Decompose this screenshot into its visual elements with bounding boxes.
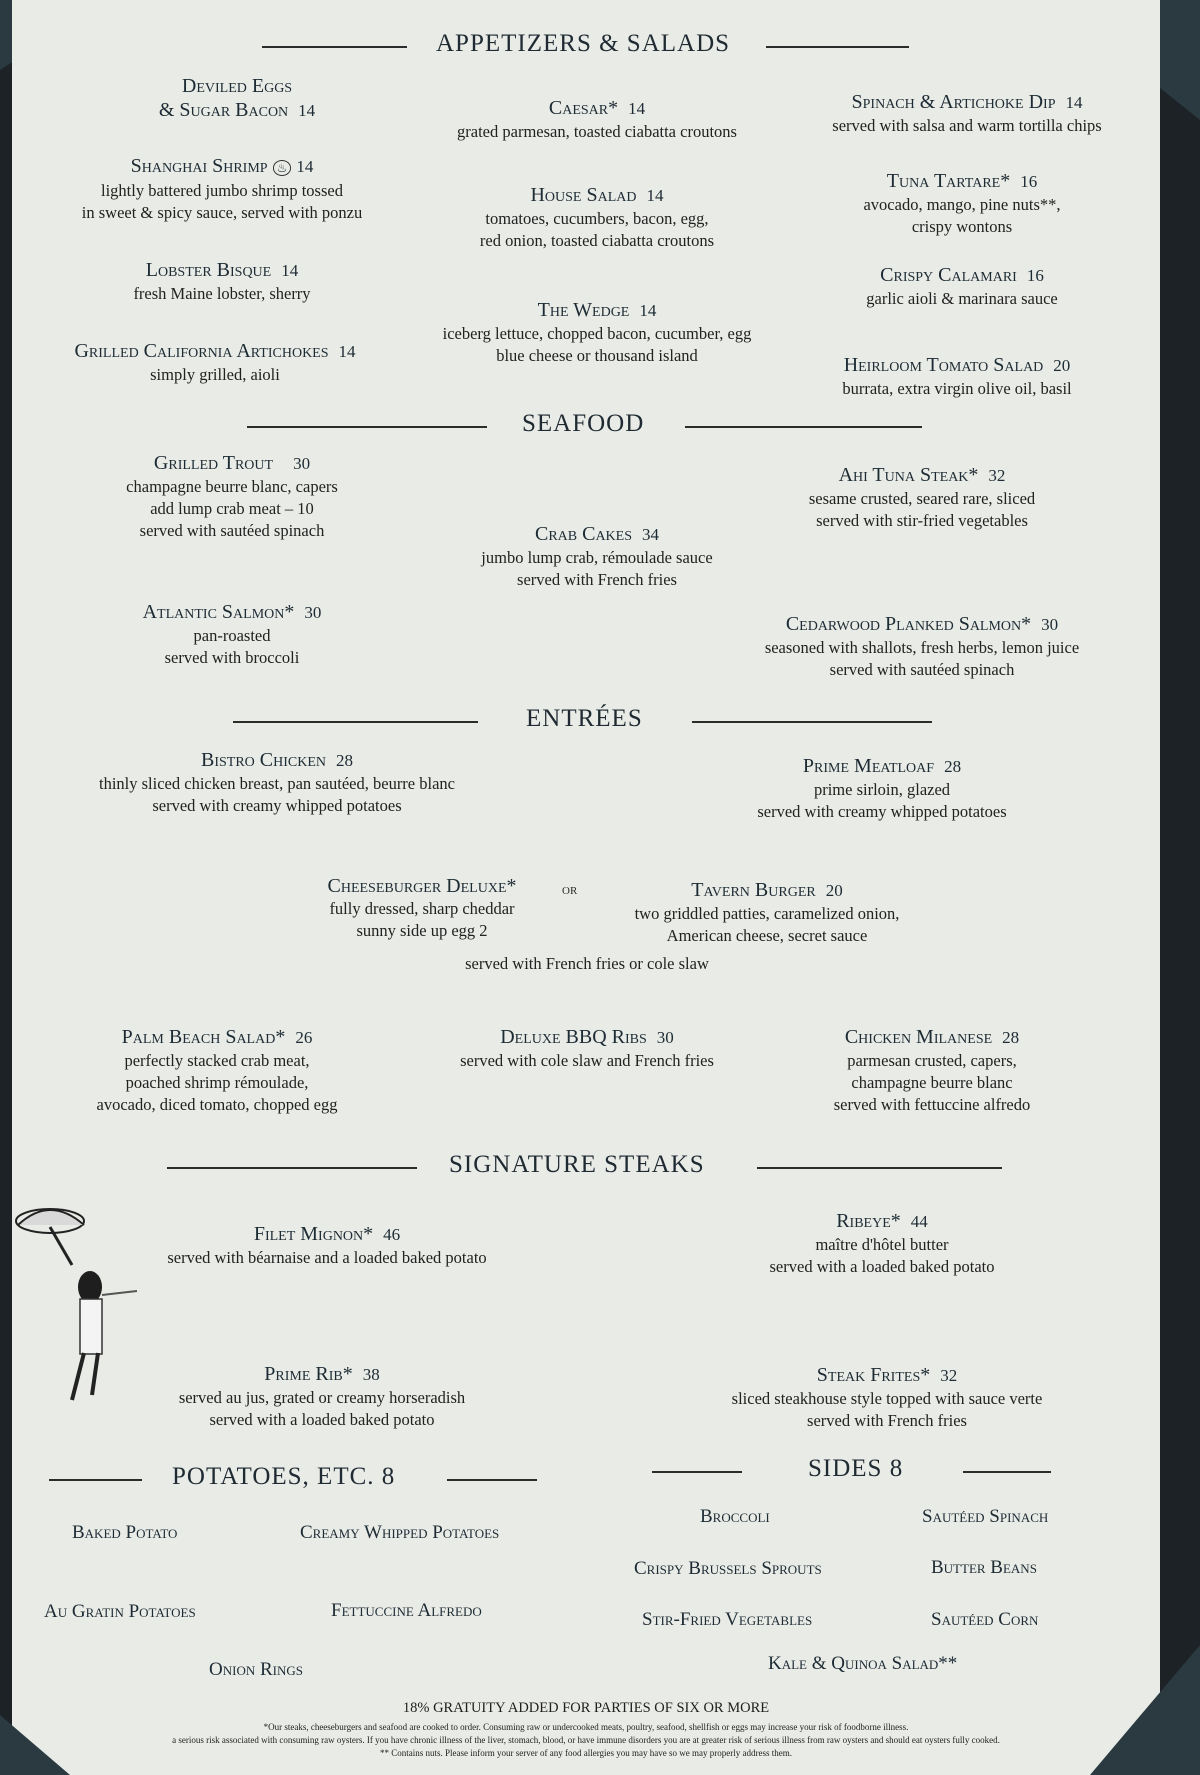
divider — [963, 1471, 1051, 1473]
item-price: 30 — [1041, 615, 1059, 634]
item-description: parmesan crusted, capers, — [847, 1051, 1017, 1070]
menu-item-caesar — [417, 96, 777, 143]
item-name: Deviled Eggs — [181, 75, 293, 97]
item-description: served with French fries — [517, 570, 677, 589]
item-name: Caesar* — [548, 97, 619, 119]
item-name: Ahi Tuna Steak* — [838, 464, 979, 486]
item-price: 28 — [336, 751, 353, 770]
item-description: champagne beurre blanc — [851, 1073, 1013, 1092]
item-description: champagne beurre blanc, capers — [126, 477, 338, 496]
item-description: poached shrimp rémoulade, — [125, 1073, 309, 1092]
item-name: Prime Rib* — [264, 1363, 353, 1385]
item-name-line2: & Sugar Bacon — [158, 99, 289, 121]
item-description: American cheese, secret sauce — [666, 926, 868, 945]
menu-item-grilled-artichokes — [40, 339, 390, 386]
section-title: SEAFOOD — [522, 410, 645, 437]
menu-item-palm-beach-salad — [57, 1025, 377, 1116]
item-description: sesame crusted, seared rare, sliced — [808, 489, 1036, 508]
item-description: served with sautéed spinach — [829, 660, 1015, 679]
appetizers-header — [12, 30, 1160, 64]
item-name: The Wedge — [537, 299, 630, 321]
menu-item-crab-cakes — [432, 522, 762, 591]
divider — [652, 1471, 742, 1473]
item-name: Atlantic Salmon* — [142, 601, 295, 623]
divider — [685, 426, 922, 428]
item-description: maître d'hôtel butter — [815, 1235, 949, 1254]
sides-header — [12, 1455, 1160, 1489]
consumer-advisory-1: *Our steaks, cheeseburgers and seafood are cooked to order. Consuming raw or undercooked meats, poultry, seafood, shellfish or eggs may increase your risk of foodborne illness. — [263, 1722, 909, 1732]
item-description: burrata, extra virgin olive oil, basil — [842, 379, 1072, 398]
item-description: served with fettuccine alfredo — [833, 1095, 1031, 1114]
item-name: Filet Mignon* — [253, 1223, 374, 1245]
entrees-header — [12, 705, 1160, 739]
item-description: red onion, toasted ciabatta croutons — [479, 231, 715, 250]
menu-item-atlantic-salmon — [112, 600, 352, 669]
item-price: 14 — [338, 342, 356, 361]
menu-item-cheeseburger-deluxe — [287, 874, 557, 942]
item-price: 44 — [910, 1212, 928, 1231]
menu-item-tuna-tartare — [812, 169, 1112, 238]
item-description: served with broccoli — [164, 648, 300, 667]
divider — [233, 721, 478, 723]
item-price: 14 — [296, 157, 314, 176]
item-price: 32 — [940, 1366, 958, 1385]
item-name: Spinach & Artichoke Dip — [851, 91, 1056, 113]
side-item-baked-potato: Baked Potato — [72, 1522, 178, 1543]
item-description: blue cheese or thousand island — [496, 346, 698, 365]
item-description: thinly sliced chicken breast, pan sautéed, beurre blanc — [99, 774, 455, 793]
item-price: 16 — [1020, 172, 1038, 191]
divider — [757, 1167, 1002, 1169]
section-title: SIGNATURE STEAKS — [449, 1151, 705, 1178]
item-price: 28 — [944, 757, 962, 776]
item-description: garlic aioli & marinara sauce — [866, 289, 1058, 308]
side-item-fettuccine-alfredo: Fettuccine Alfredo — [331, 1600, 482, 1621]
side-item-onion-rings: Onion Rings — [209, 1659, 303, 1680]
item-description: jumbo lump crab, rémoulade sauce — [481, 548, 713, 567]
item-name: Palm Beach Salad* — [121, 1026, 286, 1048]
item-price: 30 — [304, 603, 322, 622]
item-description: sliced steakhouse style topped with sauce verte — [731, 1389, 1043, 1408]
menu-item-ribeye — [732, 1209, 1032, 1278]
side-item-creamy-whipped-potatoes: Creamy Whipped Potatoes — [300, 1522, 500, 1543]
side-item-au-gratin-potatoes: Au Gratin Potatoes — [44, 1601, 196, 1622]
item-price: 30 — [656, 1028, 674, 1047]
item-name: House Salad — [530, 184, 637, 206]
side-item-stir-fried-vegetables: Stir-Fried Vegetables — [642, 1609, 813, 1630]
item-description: lightly battered jumbo shrimp tossed — [101, 181, 343, 200]
consumer-advisory-2: a serious risk associated with consuming raw oysters. If you have chronic illness of the liver, stomach, blood, or have immune disorders you are at greater risk of serious illness from raw oysters and should eat oysters fully cooked. — [172, 1735, 1000, 1745]
or-separator: or — [562, 881, 578, 898]
allergy-notice: ** Contains nuts. Please inform your server of any food allergies you may have so we may properly address them. — [380, 1748, 792, 1758]
item-description: served with creamy whipped potatoes — [152, 796, 402, 815]
menu-item-prime-meatloaf — [732, 754, 1032, 823]
menu-item-the-wedge — [402, 298, 792, 367]
item-price: 14 — [639, 301, 657, 320]
item-name: Deluxe BBQ Ribs — [500, 1026, 647, 1048]
item-name: Tavern Burger — [691, 879, 816, 901]
item-name: Ribeye* — [836, 1210, 901, 1232]
menu-item-deviled-eggs — [117, 74, 357, 123]
item-price: 26 — [295, 1028, 313, 1047]
seafood-header — [12, 410, 1160, 444]
item-description: in sweet & spicy sauce, served with ponzu — [81, 203, 363, 222]
item-price: 14 — [628, 99, 646, 118]
item-description: served with a loaded baked potato — [209, 1410, 435, 1429]
item-description: seasoned with shallots, fresh herbs, lemon juice — [764, 638, 1080, 657]
item-description: prime sirloin, glazed — [813, 780, 951, 799]
item-name: Steak Frites* — [816, 1364, 931, 1386]
burger-side-note — [402, 953, 772, 975]
item-description: served with a loaded baked potato — [769, 1257, 995, 1276]
item-description: pan-roasted — [193, 626, 271, 645]
item-name: Grilled California Artichokes — [74, 340, 329, 362]
item-price: 34 — [642, 525, 660, 544]
item-name: Crab Cakes — [534, 523, 633, 545]
spicy-icon: ♨ — [273, 160, 292, 176]
item-description: avocado, mango, pine nuts**, — [863, 195, 1061, 214]
menu-item-shanghai-shrimp — [62, 154, 382, 224]
item-description: served with French fries — [807, 1411, 967, 1430]
item-price: 32 — [988, 466, 1006, 485]
item-description: perfectly stacked crab meat, — [124, 1051, 310, 1070]
menu-page — [12, 0, 1160, 1775]
menu-item-tavern-burger — [602, 878, 932, 947]
steaks-header — [12, 1151, 1160, 1185]
divider — [766, 46, 909, 48]
item-description: served au jus, grated or creamy horseradish — [178, 1388, 466, 1407]
item-name: Heirloom Tomato Salad — [843, 354, 1044, 376]
divider — [262, 46, 407, 48]
side-item-kale-quinoa-salad: Kale & Quinoa Salad** — [768, 1653, 958, 1674]
item-name: Cheeseburger Deluxe* — [327, 875, 517, 897]
item-description: served with cole slaw and French fries — [460, 1051, 714, 1070]
item-name: Bistro Chicken — [200, 749, 326, 771]
gratuity-notice: 18% GRATUITY ADDED FOR PARTIES OF SIX OR MORE — [402, 1700, 770, 1716]
item-description: add lump crab meat – 10 — [150, 499, 314, 518]
item-description: served with stir-fried vegetables — [816, 511, 1028, 530]
menu-item-bbq-ribs — [422, 1025, 752, 1072]
section-title: POTATOES, ETC. 8 — [172, 1463, 396, 1490]
item-name: Prime Meatloaf — [802, 755, 935, 777]
item-description: served with béarnaise and a loaded baked potato — [167, 1248, 487, 1267]
side-item-butter-beans: Butter Beans — [931, 1557, 1037, 1578]
item-price: 16 — [1026, 266, 1044, 285]
menu-item-cedarwood-salmon — [732, 612, 1112, 681]
section-title: SIDES 8 — [808, 1455, 904, 1482]
menu-item-bistro-chicken — [57, 748, 497, 817]
item-price: 28 — [1002, 1028, 1020, 1047]
menu-item-crispy-calamari — [822, 263, 1102, 310]
menu-item-grilled-trout — [92, 451, 372, 542]
item-description: tomatoes, cucumbers, bacon, egg, — [485, 209, 709, 228]
item-name: Grilled Trout — [153, 452, 274, 474]
item-name: Tuna Tartare* — [886, 170, 1011, 192]
item-price: 38 — [362, 1365, 380, 1384]
menu-item-ahi-tuna — [772, 463, 1072, 532]
item-description: served with French fries or cole slaw — [465, 954, 709, 973]
menu-item-prime-rib — [137, 1362, 507, 1431]
item-description: iceberg lettuce, chopped bacon, cucumber, egg — [442, 324, 752, 343]
item-price: 30 — [293, 454, 311, 473]
side-item-brussels-sprouts: Crispy Brussels Sprouts — [634, 1558, 822, 1579]
item-price: 14 — [646, 186, 664, 205]
item-description: two griddled patties, caramelized onion, — [634, 904, 900, 923]
side-item-sauteed-corn: Sautéed Corn — [931, 1609, 1039, 1630]
item-description: sunny side up egg 2 — [356, 921, 488, 940]
item-price: 46 — [383, 1225, 401, 1244]
item-price: 14 — [298, 101, 316, 120]
divider — [247, 426, 487, 428]
item-name: Chicken Milanese — [844, 1026, 993, 1048]
item-description: simply grilled, aioli — [150, 365, 280, 384]
item-description: crispy wontons — [911, 217, 1013, 236]
menu-item-house-salad — [432, 183, 762, 252]
side-item-sauteed-spinach: Sautéed Spinach — [922, 1506, 1049, 1527]
side-item-broccoli: Broccoli — [700, 1506, 770, 1527]
item-description: grated parmesan, toasted ciabatta croutons — [457, 122, 737, 141]
item-description: served with creamy whipped potatoes — [757, 802, 1007, 821]
item-name: Shanghai Shrimp — [130, 155, 268, 177]
menu-item-heirloom-tomato — [812, 353, 1102, 400]
item-description: served with sautéed spinach — [139, 521, 325, 540]
item-description: avocado, diced tomato, chopped egg — [96, 1095, 338, 1114]
item-price: 14 — [1065, 93, 1083, 112]
menu-item-steak-frites — [702, 1363, 1072, 1432]
menu-item-spinach-dip — [802, 90, 1132, 137]
menu-item-lobster-bisque — [92, 258, 352, 305]
divider — [692, 721, 932, 723]
item-description: served with salsa and warm tortilla chips — [832, 116, 1102, 135]
item-name: Cedarwood Planked Salmon* — [785, 613, 1032, 635]
divider — [167, 1167, 417, 1169]
section-title: APPETIZERS & SALADS — [436, 30, 731, 57]
item-description: fresh Maine lobster, sherry — [133, 284, 311, 303]
menu-item-filet-mignon — [127, 1222, 527, 1269]
item-name: Crispy Calamari — [880, 264, 1017, 286]
item-price: 20 — [1053, 356, 1071, 375]
item-price: 20 — [825, 881, 843, 900]
item-price: 14 — [281, 261, 299, 280]
menu-item-chicken-milanese — [787, 1025, 1077, 1116]
section-title: ENTRÉES — [526, 705, 643, 732]
item-name: Lobster Bisque — [145, 259, 272, 281]
item-description: fully dressed, sharp cheddar — [329, 899, 515, 918]
